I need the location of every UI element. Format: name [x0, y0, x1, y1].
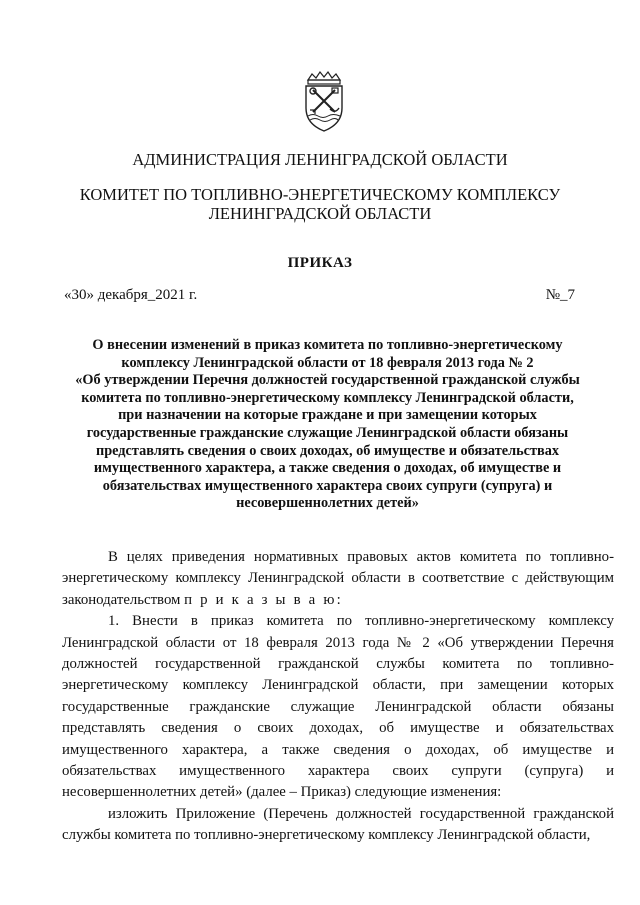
body-paragraph-amendment: изложить Приложение (Перечень должностей государственной гражданской службы комитета по топливно-энергетическому комплексу Ленинградской области, [62, 805, 614, 844]
subject-line: обязательствах имущественного характера своих супруги (супруга) и [102, 477, 553, 494]
document-number: №_7 [545, 287, 575, 303]
subject-line: «Об утверждении Перечня должностей государственной гражданской службы [75, 372, 580, 389]
body-paragraph-item-1: 1. Внести в приказ комитета по топливно-энергетическому комплексу Ленинградской области от 18 февраля 2013 года № 2 «Об утверждении Перечня должностей государственной гражданской службы комитета по топливно-энергетическому комплексу Ленинградской области, при замещении которых государственные гражданские служащие Ленинградской области обязаны представлять сведения о своих доходах, об имуществе и обязательствах имущественного характера, а также сведения о доходах, об имуществе и обязательствах имущественного характера своих супруги (супруга) и несовершеннолетних детей» (далее – Приказ) следующие изменения: [62, 613, 614, 801]
subject-line: государственные гражданские служащие Ленинградской области обязаны [86, 424, 569, 441]
subject-line: имущественного характера, а также сведения о доходах, об имуществе и [93, 460, 562, 477]
body-paragraph-preamble [62, 547, 614, 611]
subject-line: несовершеннолетних детей» [236, 495, 419, 512]
subject-line: представлять сведения о своих доходах, об имуществе и обязательствах [95, 442, 560, 459]
committee-heading-line2: ЛЕНИНГРАДСКОЙ ОБЛАСТИ [208, 204, 432, 223]
order-word: п р и к а з ы в а ю: [184, 591, 343, 608]
subject-line: комитета по топливно-энергетическому комплексу Ленинградской области, [81, 389, 574, 406]
subject-line: О внесении изменений в приказ комитета по топливно-энергетическому [92, 337, 563, 353]
document-type-title: ПРИКАЗ [287, 255, 353, 271]
document-date: «30» декабря_2021 г. [64, 287, 198, 303]
document-body [62, 547, 614, 847]
subject-line: комплексу Ленинградской области от 18 февраля 2013 года № 2 [121, 354, 534, 371]
document-subject [70, 337, 585, 513]
subject-line: при назначении на которые граждане и при замещении которых [118, 407, 537, 424]
committee-heading-line1: КОМИТЕТ ПО ТОПЛИВНО-ЭНЕРГЕТИЧЕСКОМУ КОМПЛЕКСУ [79, 185, 561, 204]
preamble-text: В целях приведения нормативных правовых актов комитета по топливно-энергетическому комплексу Ленинградской области в соответствие с действующим законодательством [62, 549, 614, 608]
administration-heading: АДМИНИСТРАЦИЯ ЛЕНИНГРАДСКОЙ ОБЛАСТИ [132, 150, 508, 169]
committee-heading [40, 185, 600, 223]
coat-of-arms-emblem [299, 70, 349, 134]
